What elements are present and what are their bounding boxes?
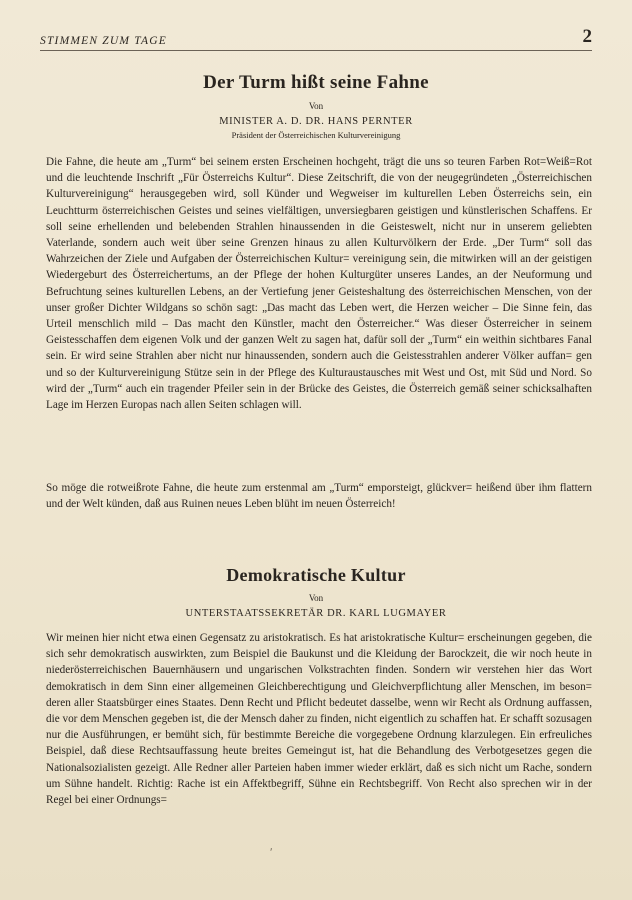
article2-paragraph-1: Wir meinen hier nicht etwa einen Gegensatz zu aristokratisch. Es hat aristokratische Kultur= erscheinungen gegeben, die sich sehr demokratisch auswirkten, zum Beispiel die Baukunst und die Kleidung der Barockzeit, die wir noch heute in niederösterreichischen Bauernhäusern und ungarischen Volkstrachten finden. Sondern wir verstehen hier das Wort demokratisch in dem Sinn einer allgemeinen Gleichberechtigung und Gleichverpflichtung aller Menschen, im beson= deren aller Staatsbürger eines Staates. Denn Recht und Pflicht bedeutet dasselbe, wenn wir Recht als Ordnung auffassen, die vor dem Menschen gegeben ist, die der Mensch daher zu finden, nicht eigentlich zu schaffen hat. Er schafft sozusagen nur die Ausführungen, er bemüht sich, für bestimmte Bereiche die vorgegebene Ordnung klarzulegen. Ein erfreuliches Beispiel, daß diese Rechtsauffassung heute breites Gemeingut ist, hat die Behandlung des Verbotgesetzes gegen die Nationalsozialisten gezeigt. Alle Redner aller Parteien haben immer wieder erklärt, daß es sich nicht um Rache, sondern um Sühne handelt. Richtig: Rache ist ein Affektbegriff, Sühne ein Rechtsbegriff. Von Recht also sprechen wir in der Regel bei einer Ordnungs= [46, 632, 592, 807]
pencil-mark: ʹ [270, 845, 273, 859]
running-head: STIMMEN ZUM TAGE [40, 35, 167, 47]
byline-von-2: Von [308, 593, 324, 603]
page-header [40, 24, 592, 51]
page-number: 2 [582, 26, 592, 47]
author-name-2: UNTERSTAATSSEKRETÄR DR. KARL LUGMAYER [185, 608, 447, 619]
author-name: MINISTER A. D. DR. HANS PERNTER [219, 116, 413, 127]
article1-paragraph-2: So möge die rotweißrote Fahne, die heute zum erstenmal am „Turm“ emporsteigt, glückver= heißend über ihm flattern und der Welt künden, daß aus Ruinen neues Leben blüht im neuen Österreich! [46, 482, 592, 511]
article1-paragraph-1: Die Fahne, die heute am „Turm“ bei seinem ersten Erscheinen hochgeht, trägt die uns so teuren Farben Rot=Weiß=Rot und die leuchtende Inschrift „Für Österreichs Kultur“. Diese Zeitschrift, die von der neugegründeten „Österreichischen Kulturvereinigung“ herausgegeben wird, soll Künder und Wegweiser im kulturellen Leben Österreichs sein, ein Leuchtturm österreichischen Geistes und seines vielfältigen, unversiegbaren geistigen und künstlerischen Schaffens. Er soll seine erhellenden und belebenden Strahlen hinaussenden in die Geisteswelt, nicht nur in unserem geliebten Vaterlande, sondern auch weit über seine Grenzen hinaus zu allen Kulturvölkern der Erde. „Der Turm“ soll das Wahrzeichen der Ziele und Aufgaben der Österreichischen Kultur= vereinigung sein, die mitwirken will an der geistigen Wiedergeburt des Österreichertums, an der Pflege der hohen Kulturgüter unseres Landes, an der Neuformung und Befruchtung seines kulturellen Lebens, an der Vertiefung jener Geisteshaltung des österreichischen Menschen, von der unser großer Dichter Wildgans so schön sagt: „Das macht das Leben wert, die Herzen weicher – Die Sinne fein, das Urteil menschlich mild – Das macht den Künstler, macht den Österreicher.“ Was dieser Österreicher in seinem Geistesschaffen dem eigenen Volk und der ganzen Welt zu sagen hat, dafür soll der „Turm“ ein weithin sichtbares Fanal sein. Er wird seine Strahlen aber nicht nur hinaussenden, sondern auch die Geistesstrahlen anderer Völker auffan= gen und so der Kulturvereinigung Stütze sein in der Pflege des Kulturaustausches mit West und Ost, mit Süd und Nord. So wird der „Turm“ auch ein tragender Pfeiler sein in der Brücke des Geistes, die Österreich gemäß seiner schicksalhaften Lage im Herzen Europas nach allen Seiten schlagen will. [46, 156, 592, 412]
article-title-kultur: Demokratische Kultur [226, 565, 406, 585]
byline-von: Von [308, 101, 324, 111]
article-title-turm: Der Turm hißt seine Fahne [203, 72, 429, 93]
author-role: Präsident der Österreichischen Kulturvereinigung [231, 130, 401, 140]
